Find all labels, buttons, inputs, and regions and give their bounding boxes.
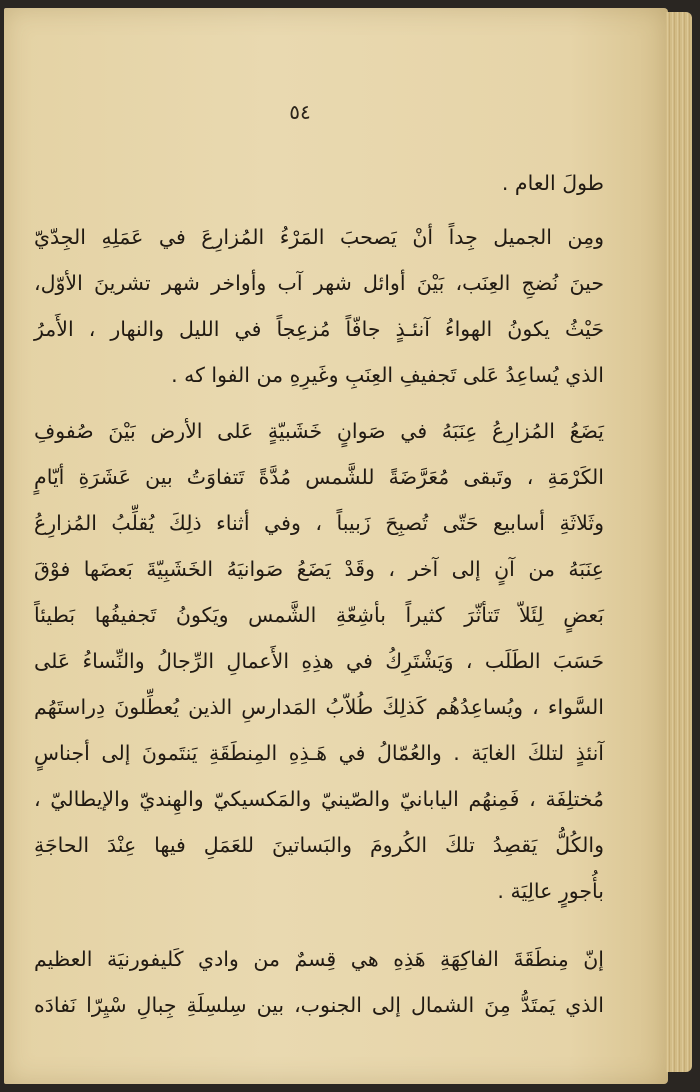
body-text bbox=[34, 160, 604, 1028]
text-line: مُختلِفَة ، فَمِنهُم اليابانيّ والصّينيّ والمَكسيكيّ والهِنديّ والإيطاليّ ، bbox=[34, 787, 604, 811]
text-line: السَّواء ، ويُساعِدُهُم كَذلِكَ طُلاّبُ المَدارسِ الذين يُعطِّلونَ دِراستَهُم bbox=[34, 695, 604, 719]
text-line: آنئذٍ لتلكَ الغايَة . والعُمّالُ في هَـذِهِ المِنطَقَةِ يَنتَمونَ إلى أجناسٍ bbox=[34, 741, 604, 765]
text-line: والكُلُّ يَقصِدُ تلكَ الكُرومَ والبَساتينَ للعَمَلِ فيها عِنْدَ الحاجَةِ bbox=[34, 833, 604, 857]
text-line: يَضَعُ المُزارِعُ عِنَبَهُ في صَوانٍ خَشَبيّةٍ عَلى الأرض بَيْنَ صُفوفِ bbox=[34, 419, 604, 443]
text-line: بَعضٍ لِئَلاّ تَتأثّرَ كثيراً بأشِعّةِ الشَّمس ويَكونُ تَجفيفُها بَطيئاً bbox=[34, 603, 604, 627]
text-line: بأُجورٍ عالِيَة . bbox=[497, 879, 604, 903]
text-line: حينَ نُضجِ العِنَب، بَيْنَ أوائل شهر آب وأواخر شهر تشرينَ الأوّل، bbox=[34, 271, 604, 295]
text-line: حَيْثُ يكونُ الهواءُ آنئـذٍ جافّاً مُزعِجاً في الليل والنهار ، الأَمرُ bbox=[34, 317, 604, 341]
text-line: الكَرْمَةِ ، وتَبقى مُعَرَّضَةً للشَّمس مُدَّةً تَتفاوَتُ بين عَشَرَةِ أيّامٍ bbox=[34, 465, 604, 489]
text-line: طولَ العام . bbox=[501, 171, 604, 195]
text-line: الذي يَمتَدُّ مِنَ الشمال إلى الجنوب، بين سِلسِلَةِ جِبالِ سْيِرّا نَفادَه bbox=[34, 993, 604, 1017]
page-stack-edge bbox=[666, 12, 692, 1072]
text-line: الذي يُساعِدُ عَلى تَجفيفِ العِنَبِ وغَيرِهِ من الفوا كه . bbox=[171, 363, 604, 387]
text-line: ومِن الجميل جِداً أنْ يَصحبَ المَرْءُ المُزارِعَ في عَمَلِهِ الجِدّيّ bbox=[34, 225, 604, 249]
page-number: ٥٤ bbox=[289, 100, 311, 124]
text-line: إنّ مِنطَقَةَ الفاكِهَةِ هَذِهِ هي قِسمٌ من وادي كَليفورنيَة العظيم bbox=[34, 947, 604, 971]
text-line: وثَلاثَةِ أسابيع حَتّى تُصبِحَ زَبيباً ، وفي أثناء ذلِكَ يُقلِّبُ المُزارِعُ bbox=[34, 511, 604, 535]
text-line: حَسَبَ الطَلَب ، وَيَشْتَرِكُ في هذِهِ الأَعمالِ الرِّجالُ والنِّساءُ عَلى bbox=[34, 649, 604, 673]
text-line: عِنَبَهُ من آنٍ إلى آخر ، وقَدْ يَضَعُ صَوانيَهُ الخَشَبِيّةَ بَعضَها فوْقَ bbox=[34, 557, 604, 581]
